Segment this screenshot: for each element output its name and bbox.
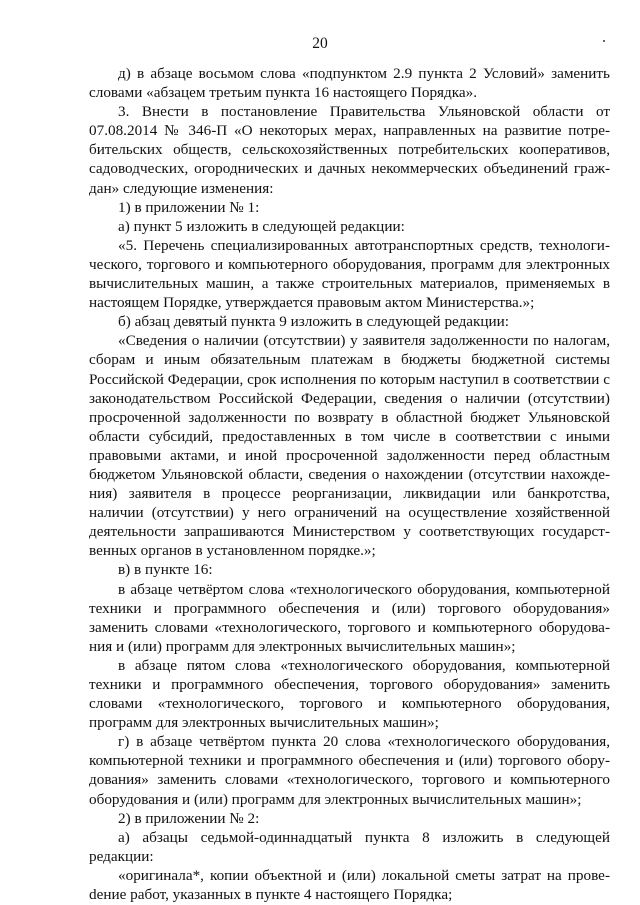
paragraph-sub-a-2: а) абзацы седьмой-одиннадцатый пункта 8 изложить в следующей редакции:	[89, 828, 610, 865]
paragraph-sub-a: а) пункт 5 изложить в следующей редакции:	[118, 217, 405, 235]
paragraph-clause-5: «5. Перечень специализированных автотранспортных средств, технологического, торгового и компьютерного оборудования, программ для электронных вычислительных машин, а также строительных материалов, применяемых в настоящем Порядке, утверждается правовым актом Министерства.»;	[89, 236, 610, 312]
paragraph-sub-b: б) абзац девятый пункта 9 изложить в следующей редакции:	[118, 313, 510, 331]
paragraph-sub-g: г) в абзаце четвёртом пункта 20 слова «технологического оборудования, компьютерной техники и программного обеспечения и (или) торгового оборудования» заменить словами «технологического, торгового и компьютерного оборудования и (или) программ для электронных вычислительных машин»;	[89, 733, 610, 808]
document-body	[89, 64, 610, 904]
paragraph-fifth-abzac: в абзаце пятом слова «технологического оборудования, компьютерной техники и программного обеспечения, торгового оборудования» заменить словами «технологического, торгового и компьютерного оборудования, программ для электронных вычислительных машин»;	[89, 656, 610, 732]
paragraph-annex-2: 2) в приложении № 2:	[118, 809, 260, 827]
paragraph-item-d: д) в абзаце восьмом слова «подпунктом 2.9 пункта 2 Условий» заменить словами «абзацем третьим пункта 16 настоящего Порядка».	[89, 65, 610, 102]
paragraph-annex-1: 1) в приложении № 1:	[118, 198, 260, 216]
paragraph-fourth-abzac: в абзаце четвёртом слова «технологического оборудования, компьютерной техники и программного обеспечения и (или) торгового оборудования» заменить словами «технологического, торгового и компьютерного оборудования и (или) программ для электронных вычислительных машин»;	[89, 580, 610, 655]
paragraph-original: «оригинала*, копии объектной и (или) локальной сметы затрат на провеdение работ, указанных в пункте 4 настоящего Порядка;	[89, 866, 610, 904]
paragraph-info-debts: «Сведения о наличии (отсутствии) у заявителя задолженности по налогам, сборам и иным обязательным платежам в бюджеты бюджетной системы Российской Федерации, срок исполнения по которым наступил в соответствии с законодательством Российской Федерации, сведения о наличии (отсутствии) просроченной задолженности по возврату в областной бюджет Ульяновской области субсидий, предоставленных в том числе в соответствии с иными правовыми актами, и иной просроченной задолженности перед областным бюджетом Ульяновской области, сведения о нахождении (отсутствии нахождения) заявителя в процессе реорганизации, ликвидации или банкротства, наличии (отсутствии) у него ограничений на осуществление хозяйственной деятельности запрашиваются Министерством у соответствующих государственных органов в установленном порядке.»;	[89, 332, 610, 560]
page-number: 20	[312, 35, 328, 52]
scan-speck	[603, 40, 605, 42]
paragraph-item-3: 3. Внести в постановление Правительства Ульяновской области от 07.08.2014 № 346-П «О некоторых мерах, направленных на развитие потребительских обществ, сельскохозяйственных потребительских кооперативов, садоводческих, огороднических и дачных некоммерческих объединений граждан» следующие изменения:	[89, 103, 610, 197]
paragraph-sub-v: в) в пункте 16:	[118, 561, 213, 579]
